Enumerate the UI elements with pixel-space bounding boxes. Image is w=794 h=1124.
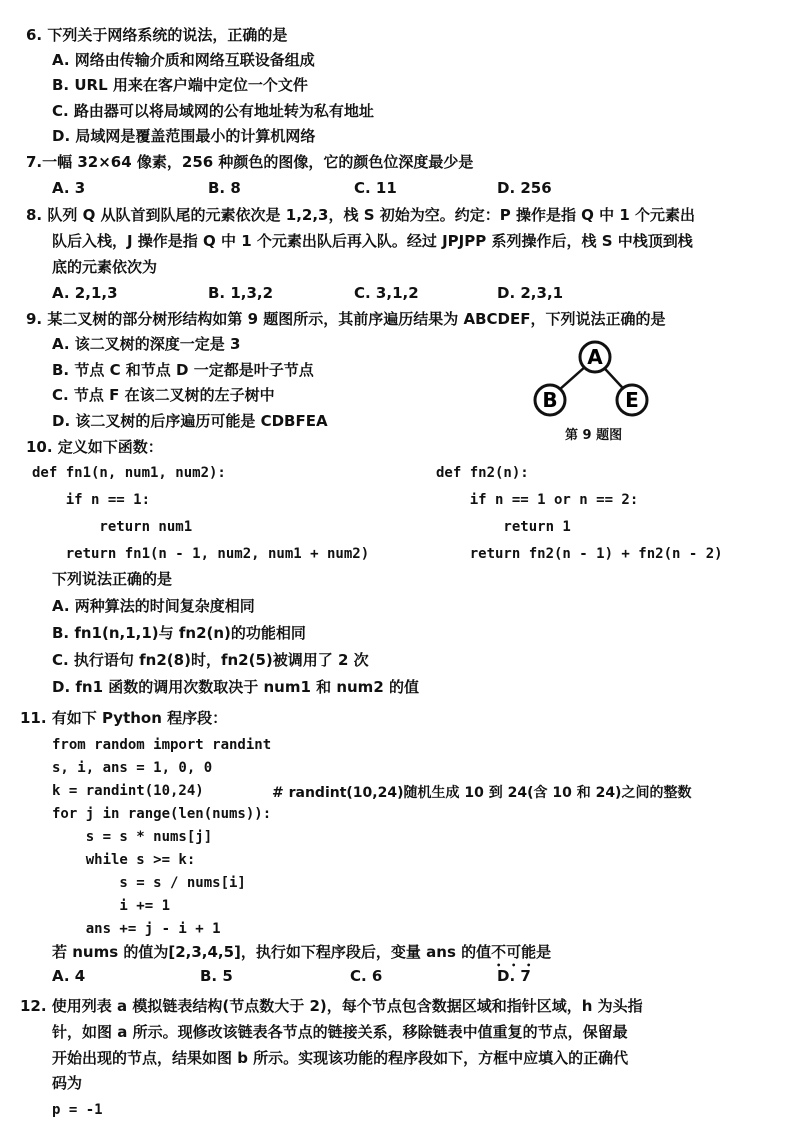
q10-fn1-line-1: def fn1(n, num1, num2): [32,465,226,481]
q9-option-b: B. 节点 C 和节点 D 一定都是叶子节点 [52,361,314,379]
q11-question-emphasis: 不可能 [491,943,537,961]
q10-prompt: 下列说法正确的是 [52,570,173,588]
q10-fn2-line-4: return fn2(n - 1) + fn2(n - 2) [436,546,723,562]
q11-option-d: D. 7 [497,967,531,985]
q8-stem-line-3: 底的元素依次为 [52,258,158,276]
q10-fn2-line-1: def fn2(n): [436,465,529,481]
q11-code-comment: # randint(10,24)随机生成 10 到 24(含 10 和 24)之间的整数 [272,785,692,801]
q11-option-c: C. 6 [350,967,383,985]
q9-stem: 9. 某二叉树的部分树形结构如第 9 题图所示，其前序遍历结果为 ABCDEF，下列说法正确的是 [26,310,666,328]
q8-option-d: D. 2,3,1 [497,284,564,302]
q9-option-d: D. 该二叉树的后序遍历可能是 CDBFEA [52,412,328,430]
q10-option-b: B. fn1(n,1,1)与 fn2(n)的功能相同 [52,624,306,642]
q7-option-b: B. 8 [208,179,241,197]
q10-option-a: A. 两种算法的时间复杂度相同 [52,597,255,615]
q12-stem-line-3: 开始出现的节点，结果如图 b 所示。实现该功能的程序段如下，方框中应填入的正确代 [52,1049,629,1067]
q8-stem-line-2: 队后入栈，J 操作是指 Q 中 1 个元素出队后再入队。经过 JPJPP 系列操作后，栈 S 中栈顶到栈 [52,232,693,250]
q9-option-a: A. 该二叉树的深度一定是 3 [52,335,241,353]
q8-stem-line-1: 8. 队列 Q 从队首到队尾的元素依次是 1,2,3，栈 S 初始为空。约定：P 操作是指 Q 中 1 个元素出 [26,206,696,224]
q11-code-line-2: s, i, ans = 1, 0, 0 [52,760,213,776]
tree-node-e-label: E [625,388,639,412]
q11-question [52,942,551,970]
q11-code-line-8: i += 1 [52,898,171,914]
q12-stem-line-4: 码为 [52,1074,83,1092]
q11-code-line-7: s = s / nums[i] [52,875,246,891]
q10-fn1-line-3: return num1 [32,519,193,535]
q10-option-c: C. 执行语句 fn2(8)时，fn2(5)被调用了 2 次 [52,651,369,669]
q7-option-c: C. 11 [354,179,397,197]
q11-code-line-9: ans += j - i + 1 [52,921,221,937]
q10-option-d: D. fn1 函数的调用次数取决于 num1 和 num2 的值 [52,678,419,696]
q12-stem-line-1: 12. 使用列表 a 模拟链表结构(节点数大于 2)，每个节点包含数据区域和指针区域，h 为头指 [20,997,643,1015]
tree-node-b-label: B [542,388,558,412]
q6-stem: 6. 下列关于网络系统的说法，正确的是 [26,26,288,44]
q11-code-line-5: s = s * nums[j] [52,829,213,845]
q6-option-d: D. 局域网是覆盖范围最小的计算机网络 [52,127,316,145]
q10-fn1-line-4: return fn1(n - 1, num2, num1 + num2) [32,546,370,562]
q8-option-a: A. 2,1,3 [52,284,118,302]
q11-question-prefix: 若 nums 的值为[2,3,4,5]，执行如下程序段后，变量 ans 的值 [52,943,492,961]
q11-question-suffix: 是 [536,943,552,961]
q9-figure-caption: 第 9 题图 [565,428,623,443]
q11-code-line-1: from random import randint [52,737,272,753]
q7-stem: 7.一幅 32×64 像素，256 种颜色的图像，它的颜色位深度最少是 [26,153,474,171]
q11-option-a: A. 4 [52,967,86,985]
q11-stem: 11. 有如下 Python 程序段： [20,709,228,727]
q6-option-c: C. 路由器可以将局域网的公有地址转为私有地址 [52,102,374,120]
q8-option-c: C. 3,1,2 [354,284,419,302]
q11-option-b: B. 5 [200,967,233,985]
q7-option-d: D. 256 [497,179,552,197]
q11-code-line-4: for j in range(len(nums)): [52,806,272,822]
q12-stem-line-2: 针，如图 a 所示。现修改该链表各节点的链接关系，移除链表中值重复的节点，保留最 [52,1023,628,1041]
q6-option-b: B. URL 用来在客户端中定位一个文件 [52,76,308,94]
q12-code-start: p = -1 [52,1102,103,1118]
q11-code-line-3: k = randint(10,24) [52,783,204,799]
q9-option-c: C. 节点 F 在该二叉树的左子树中 [52,386,275,404]
q8-option-b: B. 1,3,2 [208,284,274,302]
q10-stem: 10. 定义如下函数： [26,438,163,456]
q10-fn2-line-2: if n == 1 or n == 2: [436,492,639,508]
q6-option-a: A. 网络由传输介质和网络互联设备组成 [52,51,315,69]
q7-option-a: A. 3 [52,179,86,197]
q10-fn1-line-2: if n == 1: [32,492,151,508]
q10-fn2-line-3: return 1 [436,519,571,535]
q11-code-line-6: while s >= k: [52,852,196,868]
tree-node-a-label: A [587,345,603,369]
